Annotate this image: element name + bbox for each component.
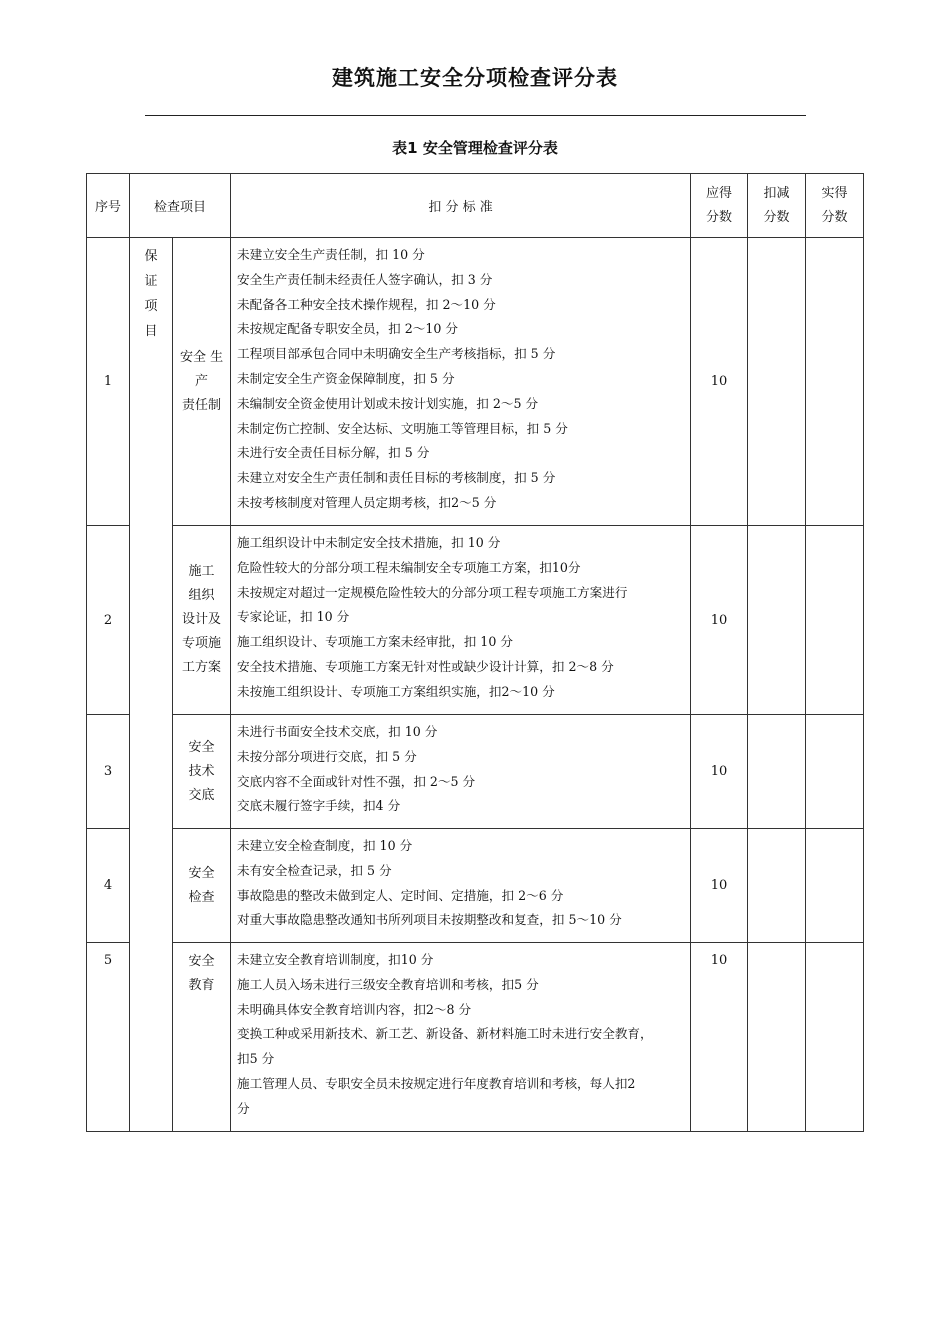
row-no: 3 (87, 715, 130, 829)
deduct-score-cell (748, 943, 806, 1132)
header-should-score: 应得 分数 (691, 174, 748, 238)
header-row (87, 174, 864, 238)
header-item: 检查项目 (130, 174, 231, 238)
table-row (87, 943, 864, 1132)
deduction-standard: 未进行书面安全技术交底，扣 10 分 未按分部分项进行交底，扣 5 分 交底内容不全面或针对性不强，扣 2～5 分 交底未履行签字手续，扣4 分 (231, 715, 691, 829)
table-row (87, 715, 864, 829)
should-score: 10 (691, 715, 748, 829)
table-row (87, 526, 864, 715)
table-row (87, 238, 864, 526)
table-row (87, 829, 864, 943)
actual-score-cell (806, 238, 864, 526)
guarantee-items-group-label: 保 证 项 目 (130, 238, 173, 1132)
row-no: 2 (87, 526, 130, 715)
document-title: 建筑施工安全分项检查评分表 (332, 66, 618, 90)
row-no: 4 (87, 829, 130, 943)
actual-score-cell (806, 715, 864, 829)
deduct-score-cell (748, 829, 806, 943)
header-standard: 扣 分 标 准 (231, 174, 691, 238)
check-item: 安全 生 产 责任制 (173, 238, 231, 526)
actual-score-cell (806, 829, 864, 943)
deduct-score-cell (748, 526, 806, 715)
deduction-standard: 未建立安全生产责任制，扣 10 分 安全生产责任制未经责任人签字确认，扣 3 分 未配备各工种安全技术操作规程，扣 2～10 分 未按规定配备专职安全员，扣 2～10 分 工程项目部承包合同中未明确安全生产考核指标，扣 5 分 未制定安全生产资金保障制度，扣 5 分 未编制安全资金使用计划或未按计划实施，扣 2～5 分 未制定伤亡控制、安全达标、文明施工等管理目标，扣 5 分 未进行安全责任目标分解，扣 5 分 未建立对安全生产责任制和责任目标的考核制度，扣 5 分 未按考核制度对管理人员定期考核，扣2～5 分 (231, 238, 691, 526)
row-no: 1 (87, 238, 130, 526)
row-no: 5 (87, 943, 130, 1132)
actual-score-cell (806, 526, 864, 715)
should-score: 10 (691, 526, 748, 715)
safety-management-score-table (86, 173, 864, 1132)
header-no: 序号 (87, 174, 130, 238)
actual-score-cell (806, 943, 864, 1132)
deduction-standard: 未建立安全检查制度，扣 10 分 未有安全检查记录，扣 5 分 事故隐患的整改未做到定人、定时间、定措施，扣 2～6 分 对重大事故隐患整改通知书所列项目未按期整改和复查，扣 5～10 分 (231, 829, 691, 943)
deduct-score-cell (748, 238, 806, 526)
header-deduct-score: 扣减 分数 (748, 174, 806, 238)
title-divider (145, 115, 806, 116)
should-score: 10 (691, 943, 748, 1132)
deduction-standard: 未建立安全教育培训制度，扣10 分 施工人员入场未进行三级安全教育培训和考核，扣5 分 未明确具体安全教育培训内容，扣2～8 分 变换工种或采用新技术、新工艺、新设备、新材料施工时未进行安全教育， 扣5 分 施工管理人员、专职安全员未按规定进行年度教育培训和考核，每人扣2 分 (231, 943, 691, 1132)
header-actual-score: 实得 分数 (806, 174, 864, 238)
check-item: 施工 组织 设计及 专项施 工方案 (173, 526, 231, 715)
check-item: 安全 教育 (173, 943, 231, 1132)
deduction-standard: 施工组织设计中未制定安全技术措施，扣 10 分 危险性较大的分部分项工程未编制安全专项施工方案，扣10分 未按规定对超过一定规模危险性较大的分部分项工程专项施工方案进行 专家论证，扣 10 分 施工组织设计、专项施工方案未经审批，扣 10 分 安全技术措施、专项施工方案无针对性或缺少设计计算，扣 2～8 分 未按施工组织设计、专项施工方案组织实施，扣2～10 分 (231, 526, 691, 715)
table-title: 表1 安全管理检查评分表 (392, 139, 558, 157)
check-item: 安全 检查 (173, 829, 231, 943)
should-score: 10 (691, 829, 748, 943)
check-item: 安全 技术 交底 (173, 715, 231, 829)
should-score: 10 (691, 238, 748, 526)
deduct-score-cell (748, 715, 806, 829)
